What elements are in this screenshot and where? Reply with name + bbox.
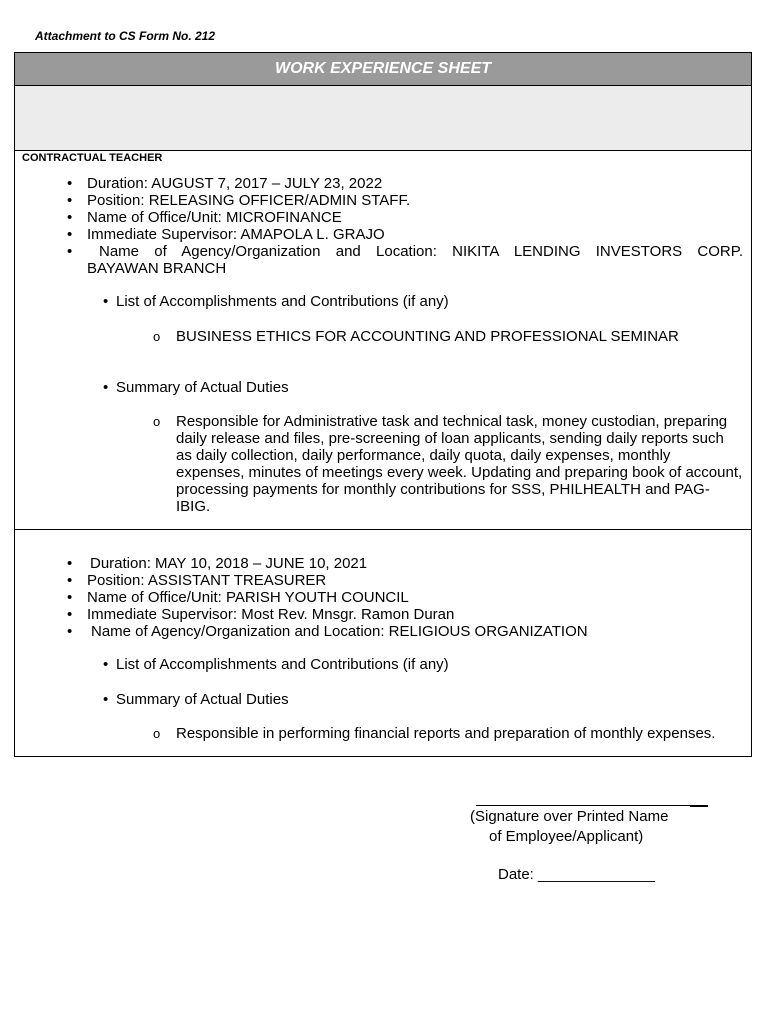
duration: Duration: MAY 10, 2018 – JUNE 10, 2021 bbox=[90, 555, 368, 572]
duty-line: daily release and files, pre-screening of loan applicants, sending daily reports such bbox=[176, 430, 724, 447]
blank-row bbox=[15, 86, 751, 151]
sheet-title: WORK EXPERIENCE SHEET bbox=[15, 53, 751, 86]
duty-line: IBIG. bbox=[176, 498, 211, 515]
office-unit: Name of Office/Unit: MICROFINANCE bbox=[87, 209, 342, 226]
bullet-icon: • bbox=[103, 379, 109, 396]
circle-bullet-icon: o bbox=[153, 414, 161, 429]
accomplishments-label: List of Accomplishments and Contributions (if any) bbox=[116, 656, 449, 673]
position: Position: RELEASING OFFICER/ADMIN STAFF. bbox=[87, 192, 411, 209]
bullet-icon: • bbox=[103, 691, 109, 708]
signature-caption-line1: (Signature over Printed Name bbox=[470, 808, 669, 825]
date-field: Date: ______________ bbox=[498, 866, 655, 883]
bullet-icon: • bbox=[67, 606, 73, 623]
experience-entry-1 bbox=[15, 165, 751, 530]
bullet-icon: • bbox=[67, 623, 73, 640]
experience-entry-2 bbox=[15, 530, 751, 756]
duty-line: Responsible for Administrative task and technical task, money custodian, preparing bbox=[176, 413, 728, 430]
duty-line: as daily collection, daily performance, daily quota, daily expenses, monthly bbox=[176, 447, 671, 464]
agency-location: Name of Agency/Organization and Location: NIKITA LENDING INVESTORS CORP. bbox=[99, 243, 743, 260]
duty-line: expenses, minutes of meetings every week. Updating and preparing book of account, bbox=[176, 464, 743, 481]
circle-bullet-icon: o bbox=[153, 726, 161, 741]
duty-line: Responsible in performing financial reports and preparation of monthly expenses. bbox=[176, 725, 716, 742]
work-experience-sheet bbox=[14, 52, 752, 757]
duties-label: Summary of Actual Duties bbox=[116, 379, 289, 396]
bullet-icon: • bbox=[67, 555, 73, 572]
signature-caption-line2: of Employee/Applicant) bbox=[489, 828, 644, 845]
bullet-icon: • bbox=[67, 589, 73, 606]
agency-location: Name of Agency/Organization and Location: RELIGIOUS ORGANIZATION bbox=[91, 623, 588, 640]
supervisor: Immediate Supervisor: AMAPOLA L. GRAJO bbox=[87, 226, 385, 243]
accomplishments-label: List of Accomplishments and Contributions (if any) bbox=[116, 293, 449, 310]
accomplishment: BUSINESS ETHICS FOR ACCOUNTING AND PROFESSIONAL SEMINAR bbox=[176, 328, 679, 345]
bullet-icon: • bbox=[103, 656, 109, 673]
position: Position: ASSISTANT TREASURER bbox=[87, 572, 327, 589]
duty-line: processing payments for monthly contributions for SSS, PHILHEALTH and PAG- bbox=[176, 481, 710, 498]
bullet-icon: • bbox=[67, 572, 73, 589]
office-unit: Name of Office/Unit: PARISH YOUTH COUNCIL bbox=[87, 589, 409, 606]
bullet-icon: • bbox=[103, 293, 109, 310]
duties-label: Summary of Actual Duties bbox=[116, 691, 289, 708]
bullet-icon: • bbox=[67, 243, 73, 260]
bullet-icon: • bbox=[67, 209, 73, 226]
bullet-icon: • bbox=[67, 192, 73, 209]
bullet-icon: • bbox=[67, 226, 73, 243]
signature-line bbox=[476, 805, 708, 806]
supervisor: Immediate Supervisor: Most Rev. Mnsgr. Ramon Duran bbox=[87, 606, 455, 623]
role-label: CONTRACTUAL TEACHER bbox=[22, 152, 163, 164]
agency-location-cont: BAYAWAN BRANCH bbox=[87, 260, 227, 277]
duration: Duration: AUGUST 7, 2017 – JULY 23, 2022 bbox=[87, 175, 383, 192]
bullet-icon: • bbox=[67, 175, 73, 192]
circle-bullet-icon: o bbox=[153, 329, 161, 344]
attachment-label: Attachment to CS Form No. 212 bbox=[35, 29, 216, 43]
